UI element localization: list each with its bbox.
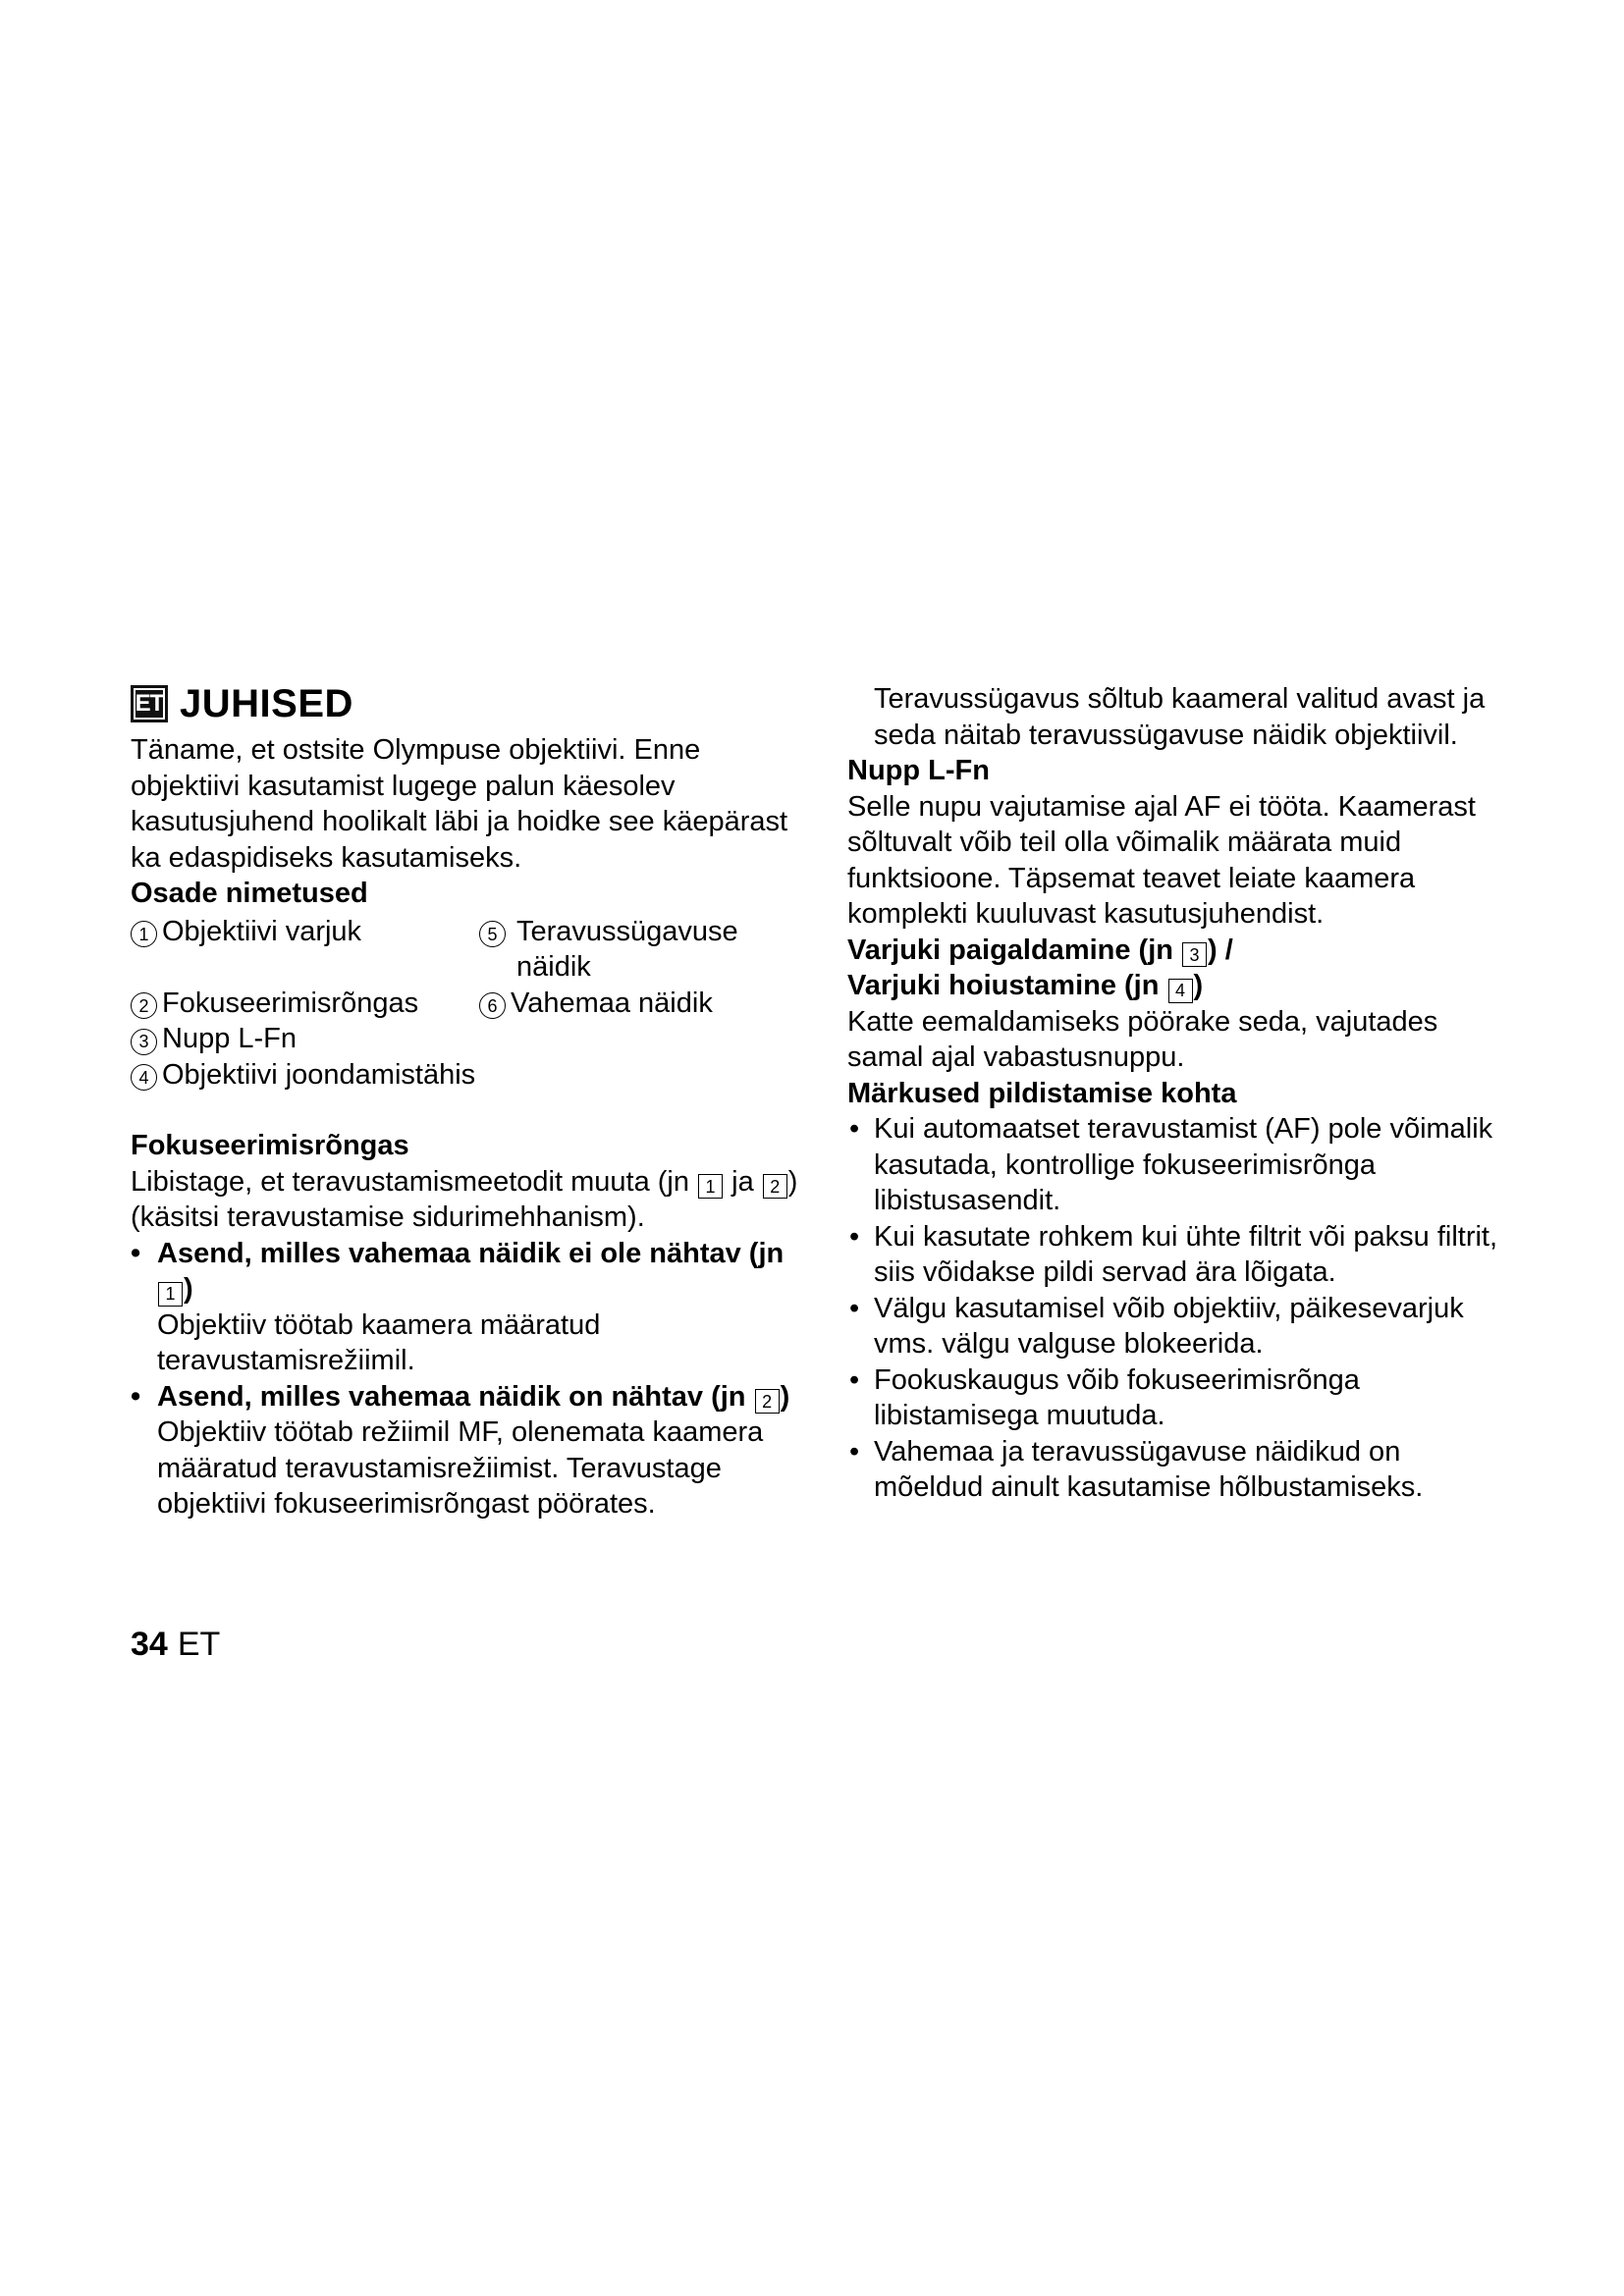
hood-heading-store-text: Varjuki hoiustamine (jn [847, 970, 1167, 1001]
list-item: • Välgu kasutamisel võib objektiiv, päikesevarjuk vms. välgu valguse blokeerida. [847, 1291, 1515, 1362]
part-number: 2 [131, 992, 157, 1019]
title-row [131, 679, 808, 728]
page-language: ET [177, 1626, 221, 1663]
list-item: • Kui automaatset teravustamist (AF) pole võimalik kasutada, kontrollige fokuseerimisrõnga libistusasendit. [847, 1111, 1515, 1219]
left-column [131, 679, 808, 1522]
dof-note: Teravussügavus sõltub kaameral valitud avast ja seda näitab teravussügavuse näidik objektiivil. [874, 683, 1486, 751]
lfn-text: Selle nupu vajutamise ajal AF ei tööta. Kaamerast sõltuvalt võib teil olla võimalik määrata muid funktsioone. Täpsemat teavet leiate kaamera komplekti kuuluvast kasutusjuhendist. [847, 790, 1476, 930]
list-item: • Fookuskaugus võib fokuseerimisrõnga libistamisega muutuda. [847, 1362, 1515, 1434]
figure-ref: 1 [158, 1282, 183, 1307]
bullet-title [157, 1238, 784, 1306]
intro-text: Täname, et ostsite Olympuse objektiivi. Enne objektiivi kasutamist lugege palun käesolev kasutusjuhend hoolikalt läbi ja hoidke see käepärast ka edaspidiseks kasutamiseks. [131, 734, 788, 874]
list-item [131, 1379, 808, 1522]
part-label: Fokuseerimisrõngas [162, 987, 419, 1019]
language-badge: ET [131, 685, 168, 722]
hood-heading-store-close: ) [1193, 970, 1204, 1001]
focus-ring-bullets [131, 1236, 808, 1522]
part-number: 4 [131, 1064, 157, 1091]
part-item-empty [479, 1021, 813, 1057]
focus-ring-text-b: ja [724, 1165, 762, 1198]
hood-heading-attach-close: ) / [1208, 934, 1233, 966]
part-label: Nupp L-Fn [162, 1023, 298, 1054]
right-column [847, 679, 1515, 1506]
part-label: Objektiivi joondamistähis [162, 1058, 476, 1091]
part-number: 3 [131, 1029, 157, 1055]
part-item [479, 914, 813, 986]
figure-ref: 2 [763, 1174, 787, 1199]
bullet-title-close: ) [184, 1273, 193, 1305]
bullet-title-text: Asend, milles vahemaa näidik ei ole nähtav (jn [157, 1237, 785, 1269]
parts-heading: Osade nimetused [131, 878, 368, 909]
notes-heading: Märkused pildistamise kohta [847, 1077, 1237, 1109]
part-label: Teravussügavuse näidik [516, 915, 738, 983]
lfn-heading: Nupp L-Fn [847, 755, 990, 786]
parts-list [131, 914, 808, 1094]
bullet-text: Objektiiv töötab režiimil MF, olenemata kaamera määratud teravustamisrežiimist. Teravustage objektiivi fokuseerimisrõngast pöörates. [157, 1416, 764, 1520]
spacer [131, 1093, 808, 1128]
page-number: 34 [131, 1626, 168, 1663]
hood-text: Katte eemaldamiseks pöörake seda, vajutades samal ajal vabastusnuppu. [847, 1005, 1438, 1073]
part-number: 6 [479, 992, 506, 1019]
list-item: • Vahemaa ja teravussügavuse näidikud on mõeldud ainult kasutamise hõlbustamiseks. [847, 1434, 1515, 1506]
part-number: 1 [131, 921, 157, 947]
hood-heading-store [847, 968, 1515, 1004]
figure-ref: 4 [1168, 979, 1193, 1003]
focus-ring-heading: Fokuseerimisrõngas [131, 1130, 409, 1161]
figure-ref: 3 [1182, 942, 1207, 967]
part-number: 5 [479, 921, 506, 947]
page-title: JUHISED [180, 681, 353, 725]
bullet-title [157, 1381, 789, 1413]
bullet-title-close: ) [780, 1380, 790, 1413]
part-item [131, 914, 479, 986]
part-label: Objektiivi varjuk [162, 915, 362, 947]
part-item [131, 1021, 479, 1057]
list-item [131, 1236, 808, 1379]
figure-ref: 1 [698, 1174, 723, 1199]
hood-heading-attach-text: Varjuki paigaldamine (jn [847, 934, 1182, 966]
part-item [131, 1057, 813, 1094]
part-label: Vahemaa näidik [511, 987, 713, 1019]
figure-ref: 2 [755, 1389, 780, 1414]
part-item [131, 986, 479, 1022]
hood-heading-attach [847, 933, 1515, 969]
part-item [479, 986, 813, 1022]
notes-list [847, 1111, 1515, 1506]
bullet-title-text: Asend, milles vahemaa näidik on nähtav (jn [157, 1380, 754, 1413]
bullet-text: Objektiiv töötab kaamera määratud teravustamisrežiimil. [157, 1308, 601, 1376]
focus-ring-text-c: ) (käsitsi teravustamise sidurimehhanism). [131, 1165, 798, 1233]
focus-ring-text-a: Libistage, et teravustamismeetodit muuta (jn [131, 1165, 698, 1198]
focus-ring-text [131, 1164, 808, 1236]
list-item: • Kui kasutate rohkem kui ühte filtrit või paksu filtrit, siis võidakse pildi servad ära lõigata. [847, 1219, 1515, 1291]
page-footer [131, 1626, 220, 1664]
